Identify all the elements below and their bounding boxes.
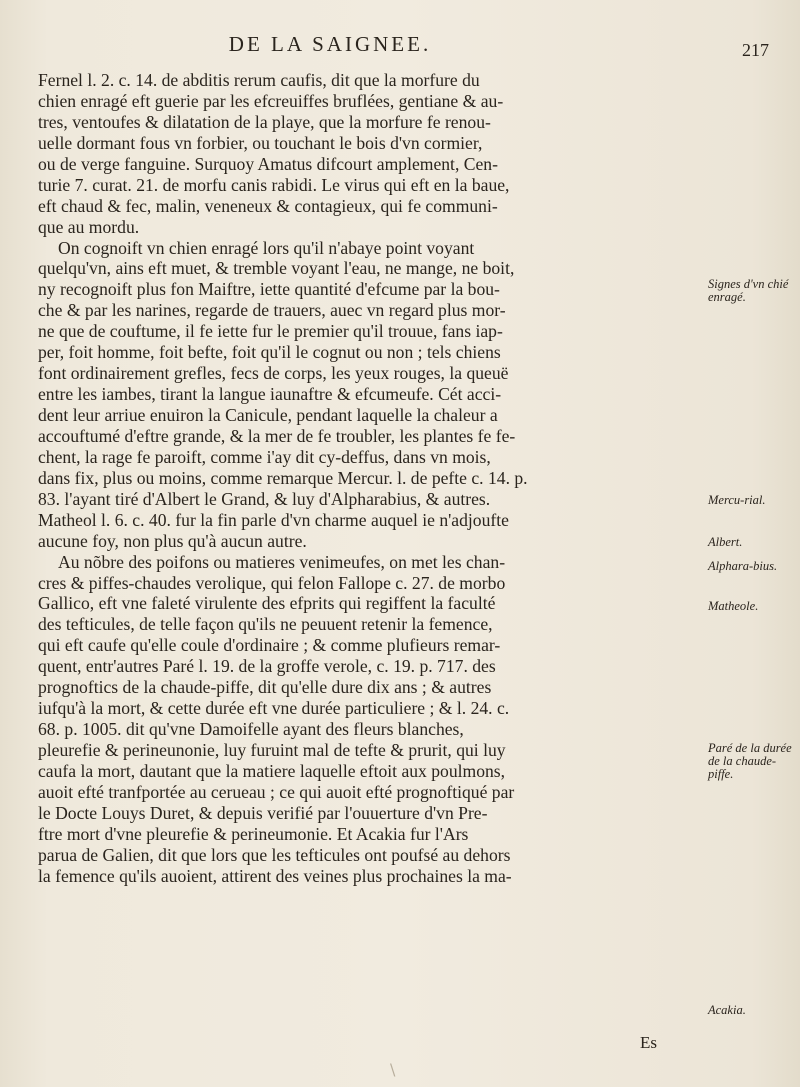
text-line: 68. p. 1005. dit qu'vne Damoifelle ayant des fleurs blanches, [38,719,464,740]
text-line: font ordinairement grefles, fecs de corps, les yeux rouges, la queuë [38,363,509,384]
text-line: accouftumé d'eftre grande, & la mer de fe troubler, les plantes fe fe- [38,425,516,446]
text-line: cres & piffes-chaudes verolique, qui felon Fallope c. 27. de morbo [38,572,506,593]
text-line: dans fix, plus ou moins, comme remarque Mercur. l. de pefte c. 14. p. [38,467,528,488]
text-line: On cognoift vn chien enragé lors qu'il n'abaye point voyant [58,237,475,258]
text-line: caufa la mort, dautant que la matiere laquelle eftoit aux poulmons, [38,760,506,781]
margin-note-acakia: Acakia. [708,1003,746,1017]
text-line: parua de Galien, dit que lors que les tefticules ont poufsé au dehors [38,844,511,865]
text-line: che & par les narines, regarde de trauers, auec vn regard plus mor- [38,300,506,321]
text-line: quent, entr'autres Paré l. 19. de la groffe verole, c. 19. p. 717. des [38,656,496,677]
text-line: ftre mort d'vne pleurefie & perineumonie. Et Acakia fur l'Ars [38,823,469,844]
text-line: dent leur arriue enuiron la Canicule, pendant laquelle la chaleur a [38,405,498,425]
text-line: 83. l'ayant tiré d'Albert le Grand, & luy d'Alpharabius, & autres. [38,488,491,509]
body-text [38,70,708,887]
margin-note-pare: Paré de la durée de la chaude-piffe. [708,741,792,781]
text-line: prognoftics de la chaude-piffe, dit qu'elle dure dix ans ; & autres [38,677,492,698]
text-line: ny recognoift plus fon Maiftre, iette quantité d'efcume par la bou- [38,279,500,300]
text-line: ne que de couftume, il fe iette fur le premier qu'il trouue, fans iap- [38,321,503,342]
margin-note-signes: Signes d'vn chié enragé. [708,277,789,304]
page-number: 217 [742,40,769,60]
text-line: chent, la rage fe paroift, comme i'ay dit cy-deffus, dans vn mois, [38,446,491,467]
text-line: aucune foy, non plus qu'à aucun autre. [38,530,307,551]
text-line: ou de verge fanguine. Surquoy Amatus difcourt amplement, Cen- [38,153,498,174]
faint-bleed-mark: \ [390,1060,396,1079]
running-title: DE LA SAIGNEE. [228,32,432,56]
text-line: entre les iambes, tirant la langue iaunaftre & efcumeufe. Cét acci- [38,384,502,405]
margin-note-mercurial: Mercu-rial. [708,493,766,507]
text-line: Au nõbre des poifons ou matieres venimeufes, on met les chan- [58,551,506,572]
text-line: des tefticules, de telle façon qu'ils ne peuuent retenir la femence, [38,614,493,635]
margin-note-albert: Albert. [708,535,743,549]
text-line: le Docte Louys Duret, & depuis verifié par l'ouuerture d'vn Pre- [38,802,488,823]
text-line: quelqu'vn, ains eft muet, & tremble voyant l'eau, ne mange, ne boit, [38,258,515,279]
text-line: iufqu'à la mort, & cette durée eft vne durée particuliere ; & l. 24. c. [38,698,510,719]
text-line: auoit efté tranfportée au cerueau ; ce qui auoit efté prognoftiqué par [38,781,515,802]
text-line: que au mordu. [38,216,140,237]
text-line: chien enragé eft guerie par les efcreuiffes bruflées, gentiane & au- [38,90,504,111]
text-line: Matheol l. 6. c. 40. fur la fin parle d'vn charme auquel ie n'adjoufte [38,509,509,530]
text-line: qui eft caufe qu'elle coule d'ordinaire ; & comme plufieurs remar- [38,635,501,656]
text-line: eft chaud & fec, malin, veneneux & contagieux, qui fe communi- [38,195,498,216]
text-line: pleurefie & perineunonie, luy furuint mal de tefte & prurit, qui luy [38,740,506,760]
text-line: Fernel l. 2. c. 14. de abditis rerum caufis, dit que la morfure du [38,70,480,90]
margin-note-matheole: Matheole. [708,599,759,613]
catchword: Es [640,1033,657,1052]
text-line: la femence qu'ils auoient, attirent des veines plus prochaines la ma- [38,865,512,886]
text-line: Gallico, eft vne faleté virulente des efprits qui regiffent la faculté [38,593,496,614]
text-line: tres, ventoufes & dilatation de la playe, que la morfure fe renou- [38,111,491,132]
text-line: uelle dormant fous vn forbier, ou touchant le bois d'vn cormier, [38,132,483,153]
text-line: turie 7. curat. 21. de morfu canis rabidi. Le virus qui eft en la baue, [38,174,510,195]
margin-note-alpharabius: Alphara-bius. [708,559,778,573]
text-line: per, foit homme, foit befte, foit qu'il le cognut ou non ; tels chiens [38,342,501,363]
